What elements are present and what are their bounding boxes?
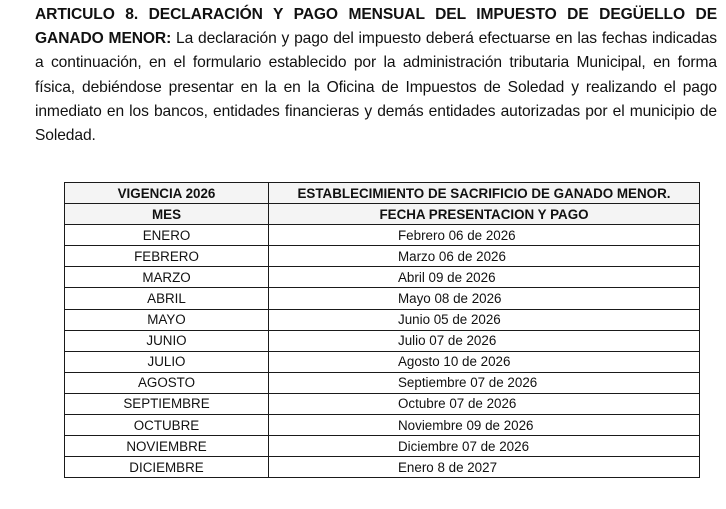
cell-mes: AGOSTO bbox=[65, 372, 269, 393]
cell-fecha: Julio 07 de 2026 bbox=[269, 330, 700, 351]
table-row bbox=[65, 267, 700, 288]
header-establecimiento: ESTABLECIMIENTO DE SACRIFICIO DE GANADO MENOR. bbox=[269, 183, 700, 204]
cell-mes: SEPTIEMBRE bbox=[65, 393, 269, 414]
article-paragraph bbox=[35, 3, 717, 148]
cell-mes: OCTUBRE bbox=[65, 415, 269, 436]
cell-mes: MARZO bbox=[65, 267, 269, 288]
table-row bbox=[65, 372, 700, 393]
table-row bbox=[65, 225, 700, 246]
article-body: La declaración y pago del impuesto deberá efectuarse en las fechas indicadas a continuación, en el formulario establecido por la administración tributaria Municipal, en forma física, debiéndose presentar en la en la Oficina de Impuestos de Soledad y realizando el pago inmediato en los bancos, entidades financieras y demás entidades autorizadas por el municipio de Soledad. bbox=[35, 30, 717, 145]
cell-fecha: Febrero 06 de 2026 bbox=[269, 225, 700, 246]
table-row bbox=[65, 330, 700, 351]
cell-fecha: Junio 05 de 2026 bbox=[269, 309, 700, 330]
header-fecha: FECHA PRESENTACION Y PAGO bbox=[269, 204, 700, 225]
cell-mes: ABRIL bbox=[65, 288, 269, 309]
cell-fecha: Mayo 08 de 2026 bbox=[269, 288, 700, 309]
cell-fecha: Agosto 10 de 2026 bbox=[269, 351, 700, 372]
table-header-row bbox=[65, 183, 700, 204]
cell-fecha: Noviembre 09 de 2026 bbox=[269, 415, 700, 436]
table-row bbox=[65, 288, 700, 309]
table-header-row bbox=[65, 204, 700, 225]
cell-mes: DICIEMBRE bbox=[65, 457, 269, 478]
table-row bbox=[65, 457, 700, 478]
cell-mes: MAYO bbox=[65, 309, 269, 330]
table-row bbox=[65, 351, 700, 372]
cell-mes: NOVIEMBRE bbox=[65, 436, 269, 457]
cell-mes: FEBRERO bbox=[65, 246, 269, 267]
header-vigencia: VIGENCIA 2026 bbox=[65, 183, 269, 204]
payment-schedule-table bbox=[64, 182, 700, 478]
header-mes: MES bbox=[65, 204, 269, 225]
cell-fecha: Diciembre 07 de 2026 bbox=[269, 436, 700, 457]
article-heading: ARTICULO 8. DECLARACIÓN Y PAGO MENSUAL DEL IMPUESTO DE DEGÜELLO DE GANADO MENOR: bbox=[35, 6, 717, 48]
cell-fecha: Octubre 07 de 2026 bbox=[269, 393, 700, 414]
table-row bbox=[65, 436, 700, 457]
cell-fecha: Septiembre 07 de 2026 bbox=[269, 372, 700, 393]
cell-fecha: Marzo 06 de 2026 bbox=[269, 246, 700, 267]
table-row bbox=[65, 309, 700, 330]
table-row bbox=[65, 415, 700, 436]
cell-fecha: Abril 09 de 2026 bbox=[269, 267, 700, 288]
table-row bbox=[65, 393, 700, 414]
cell-mes: ENERO bbox=[65, 225, 269, 246]
cell-mes: JULIO bbox=[65, 351, 269, 372]
cell-fecha: Enero 8 de 2027 bbox=[269, 457, 700, 478]
cell-mes: JUNIO bbox=[65, 330, 269, 351]
table-row bbox=[65, 246, 700, 267]
